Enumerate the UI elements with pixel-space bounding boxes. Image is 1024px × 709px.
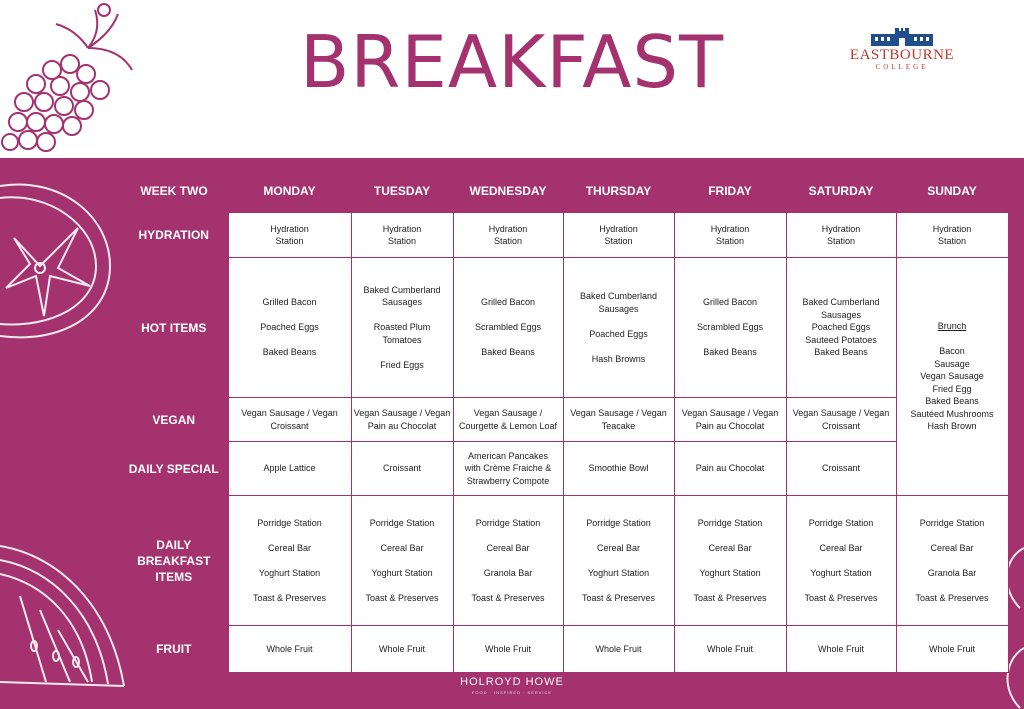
menu-item: Vegan Sausage / Vegan — [353, 408, 451, 418]
menu-cell — [786, 258, 896, 398]
menu-item: Station — [826, 236, 856, 246]
header-row — [120, 170, 1008, 213]
menu-item: Station — [275, 236, 304, 246]
menu-item: Grilled Bacon — [262, 297, 317, 308]
menu-item: Croissant — [382, 463, 421, 474]
line-gap — [677, 309, 784, 322]
brunch-item: Sautéed Mushrooms — [910, 408, 994, 419]
line-gap — [456, 554, 561, 567]
menu-item: Toast & Preserves — [365, 592, 439, 603]
menu-item: Sausages — [820, 309, 862, 320]
line-gap — [677, 529, 784, 542]
menu-item: Croissant — [821, 463, 860, 474]
menu-item: Baked Cumberland — [363, 284, 441, 295]
line-gap — [354, 579, 451, 592]
hydration-row — [120, 213, 1008, 258]
menu-cell — [563, 496, 674, 626]
menu-item: Baked Beans — [703, 347, 757, 358]
line-gap — [231, 529, 349, 542]
line-gap — [899, 529, 1006, 542]
menu-item: Station — [937, 236, 967, 246]
row-label-fruit: FRUIT — [156, 642, 192, 656]
menu-item: Station — [387, 236, 417, 246]
menu-cell — [351, 626, 453, 673]
menu-item: Scrambled Eggs — [474, 322, 542, 333]
menu-cell — [786, 213, 896, 258]
menu-cell — [453, 213, 563, 258]
menu-item: Toast & Preserves — [252, 592, 327, 603]
footer-tagline: FOOD · INSPIRED · SERVICE — [471, 690, 553, 695]
row-label-daily-special: DAILY SPECIAL — [128, 461, 219, 476]
menu-item: Sausages — [381, 297, 423, 308]
day-header-monday: MONDAY — [263, 184, 316, 198]
line-gap — [789, 579, 894, 592]
menu-item: Cereal Bar — [819, 542, 863, 553]
brunch-item: Bacon — [939, 346, 965, 357]
menu-item: Teacake — [601, 420, 636, 431]
menu-item: Station — [493, 236, 523, 246]
menu-item: Croissant — [270, 420, 309, 431]
menu-item: Station — [715, 236, 745, 246]
line-gap — [899, 554, 1006, 567]
menu-item: Whole Fruit — [706, 643, 753, 654]
menu-cell — [674, 398, 786, 442]
menu-item: Roasted Plum — [373, 322, 431, 333]
day-header-friday: FRIDAY — [708, 184, 752, 198]
brunch-item: Sausage — [934, 358, 970, 369]
college-logo — [846, 28, 958, 72]
page-title: BREAKFAST — [299, 20, 725, 104]
line-gap — [456, 579, 561, 592]
menu-item: Sauteed Potatoes — [805, 334, 877, 345]
menu-item: Whole Fruit — [817, 643, 864, 654]
menu-cell — [786, 626, 896, 673]
line-gap — [231, 309, 349, 322]
menu-cell — [351, 496, 453, 626]
menu-item: Baked Cumberland — [579, 291, 658, 301]
menu-item: Yoghurt Station — [258, 567, 321, 578]
menu-item: Scrambled Eggs — [696, 322, 764, 333]
logo-subtitle: COLLEGE — [875, 63, 929, 71]
menu-item: Porridge Station — [369, 517, 435, 528]
menu-item: Pain au Chocolat — [695, 420, 765, 431]
menu-cell — [896, 626, 1008, 673]
line-gap — [566, 340, 672, 353]
menu-item: Whole Fruit — [266, 643, 313, 654]
menu-item: Toast & Preserves — [581, 592, 656, 603]
menu-cell — [453, 626, 563, 673]
menu-item: Yoghurt Station — [810, 567, 872, 578]
menu-item: Porridge Station — [919, 517, 985, 528]
brunch-item: Fried Egg — [932, 383, 972, 394]
row-label-line: BREAKFAST — [137, 553, 211, 568]
menu-item: Croissant — [821, 420, 860, 431]
day-header-saturday: SATURDAY — [808, 184, 874, 198]
menu-item: Hydration — [382, 223, 422, 234]
menu-cell — [453, 442, 563, 496]
menu-item: Porridge Station — [475, 517, 541, 528]
menu-item: Cereal Bar — [486, 542, 530, 553]
menu-item: Baked Beans — [262, 347, 317, 358]
menu-item: Hydration — [270, 223, 309, 234]
line-gap — [231, 334, 349, 347]
line-gap — [456, 529, 561, 542]
menu-item: American Pancakes — [467, 450, 549, 461]
menu-item: Toast & Preserves — [804, 592, 878, 603]
line-gap — [566, 579, 672, 592]
menu-item: Cereal Bar — [708, 542, 752, 553]
menu-cell — [563, 258, 674, 398]
college-building-icon — [869, 28, 935, 46]
week-label: WEEK TWO — [140, 184, 208, 199]
day-header-tuesday: TUESDAY — [373, 184, 431, 198]
menu-item: Whole Fruit — [484, 643, 531, 654]
menu-cell — [228, 442, 351, 496]
menu-cell — [563, 626, 674, 673]
fruit-row — [120, 626, 1008, 673]
menu-item: Cereal Bar — [380, 542, 424, 553]
vegan-row — [120, 398, 1008, 442]
header-area — [0, 0, 1024, 158]
menu-cell — [563, 213, 674, 258]
menu-item: Pain au Chocolat — [695, 463, 765, 474]
line-gap — [456, 309, 561, 322]
menu-cell — [351, 213, 453, 258]
menu-item: Toast & Preserves — [471, 592, 545, 603]
menu-item: Whole Fruit — [595, 643, 642, 654]
menu-item: Sausages — [598, 303, 639, 314]
logo-name: EASTBOURNE — [849, 47, 955, 63]
brunch-heading: Brunch — [937, 321, 967, 332]
line-gap — [456, 334, 561, 347]
menu-cell — [896, 213, 1008, 258]
menu-item: Cereal Bar — [267, 542, 312, 553]
menu-cell — [351, 442, 453, 496]
menu-item: Cereal Bar — [596, 542, 641, 553]
menu-cell — [351, 258, 453, 398]
menu-item: Fried Eggs — [380, 359, 424, 370]
menu-item: Cereal Bar — [930, 542, 974, 553]
line-gap — [231, 579, 349, 592]
menu-item: Baked Beans — [814, 347, 868, 358]
menu-item: Hydration — [488, 223, 528, 234]
menu-item: Pain au Chocolat — [367, 420, 437, 431]
tomato-illustration-icon — [0, 176, 120, 346]
brunch-item: Vegan Sausage — [920, 371, 984, 382]
menu-table — [120, 170, 1009, 673]
menu-item: Poached Eggs — [589, 328, 648, 339]
menu-item: Porridge Station — [808, 517, 874, 528]
menu-item: Grilled Bacon — [480, 297, 536, 308]
menu-cell — [674, 213, 786, 258]
menu-item: Station — [604, 236, 633, 246]
menu-cell — [674, 442, 786, 496]
menu-item: Hydration — [710, 223, 750, 234]
menu-item: Poached Eggs — [811, 322, 871, 333]
menu-cell — [786, 496, 896, 626]
menu-item: Apple Lattice — [263, 463, 316, 474]
menu-cell — [453, 258, 563, 398]
menu-item: Hash Browns — [591, 353, 646, 364]
menu-cell — [674, 258, 786, 398]
line-gap — [354, 529, 451, 542]
menu-item: Baked Cumberland — [802, 297, 880, 308]
menu-item: with Crème Fraiche & — [464, 463, 552, 474]
row-label-hydration: HYDRATION — [138, 228, 209, 242]
hot-items-row — [120, 258, 1008, 398]
menu-cell — [896, 496, 1008, 626]
line-gap — [789, 529, 894, 542]
menu-item: Granola Bar — [483, 567, 533, 578]
menu-item: Porridge Station — [697, 517, 763, 528]
menu-item: Porridge Station — [257, 517, 322, 528]
day-header-wednesday: WEDNESDAY — [469, 184, 547, 198]
row-label-vegan: VEGAN — [152, 412, 196, 427]
menu-item: Whole Fruit — [928, 643, 975, 654]
menu-cell — [674, 626, 786, 673]
menu-item: Baked Beans — [481, 347, 535, 358]
menu-item: Vegan Sausage / Vegan — [570, 408, 667, 418]
menu-item: Tomatoes — [382, 334, 422, 345]
menu-item: Yoghurt Station — [699, 567, 761, 578]
row-label-daily-breakfast — [120, 496, 228, 626]
menu-item: Grilled Bacon — [702, 297, 758, 308]
line-gap — [566, 315, 672, 328]
menu-item: Hydration — [599, 223, 638, 234]
menu-cell — [228, 496, 351, 626]
brunch-item: Baked Beans — [925, 396, 979, 407]
line-gap — [677, 554, 784, 567]
line-gap — [899, 579, 1006, 592]
menu-item: Poached Eggs — [260, 322, 319, 333]
menu-cell — [351, 398, 453, 442]
line-gap — [677, 334, 784, 347]
menu-item: Hydration — [821, 223, 861, 234]
line-gap — [231, 554, 349, 567]
row-label-line: ITEMS — [155, 569, 193, 584]
line-gap — [354, 309, 451, 322]
row-label-line: DAILY — [156, 537, 192, 552]
row-label-hot-items: HOT ITEMS — [141, 320, 207, 335]
line-gap — [354, 346, 451, 359]
sunday-brunch-cell — [896, 258, 1008, 496]
line-gap — [789, 554, 894, 567]
menu-cell — [228, 398, 351, 442]
menu-cell — [453, 496, 563, 626]
line-gap — [354, 554, 451, 567]
menu-item: Whole Fruit — [378, 643, 425, 654]
menu-cell — [563, 442, 674, 496]
menu-item: Vegan Sausage / Vegan — [241, 408, 338, 418]
menu-cell — [674, 496, 786, 626]
menu-cell — [786, 442, 896, 496]
menu-item: Toast & Preserves — [693, 592, 767, 603]
menu-cell — [228, 213, 351, 258]
menu-item: Yoghurt Station — [371, 567, 433, 578]
day-header-thursday: THURSDAY — [585, 184, 652, 198]
menu-item: Vegan Sausage / Vegan — [792, 408, 890, 418]
menu-item: Yoghurt Station — [587, 567, 650, 578]
menu-item: Hydration — [932, 223, 972, 234]
menu-cell — [228, 258, 351, 398]
menu-item: Vegan Sausage / Vegan — [681, 408, 779, 418]
menu-item: Courgette & Lemon Loaf — [458, 420, 558, 431]
daily-breakfast-row — [120, 496, 1008, 626]
footer-brand: HOLROYD HOWE — [460, 676, 564, 688]
daily-special-row — [120, 442, 1008, 496]
menu-item: Vegan Sausage / — [473, 408, 543, 418]
line-gap — [566, 529, 672, 542]
line-gap — [566, 554, 672, 567]
menu-item: Toast & Preserves — [915, 592, 989, 603]
brunch-item: Hash Brown — [927, 421, 977, 432]
menu-item: Porridge Station — [586, 517, 651, 528]
menu-item: Strawberry Compote — [466, 475, 550, 486]
menu-cell — [563, 398, 674, 442]
menu-cell — [786, 398, 896, 442]
line-gap — [677, 579, 784, 592]
menu-item: Smoothie Bowl — [588, 463, 649, 474]
menu-cell — [228, 626, 351, 673]
menu-cell — [453, 398, 563, 442]
day-header-sunday: SUNDAY — [927, 184, 977, 198]
menu-item: Granola Bar — [927, 567, 977, 578]
